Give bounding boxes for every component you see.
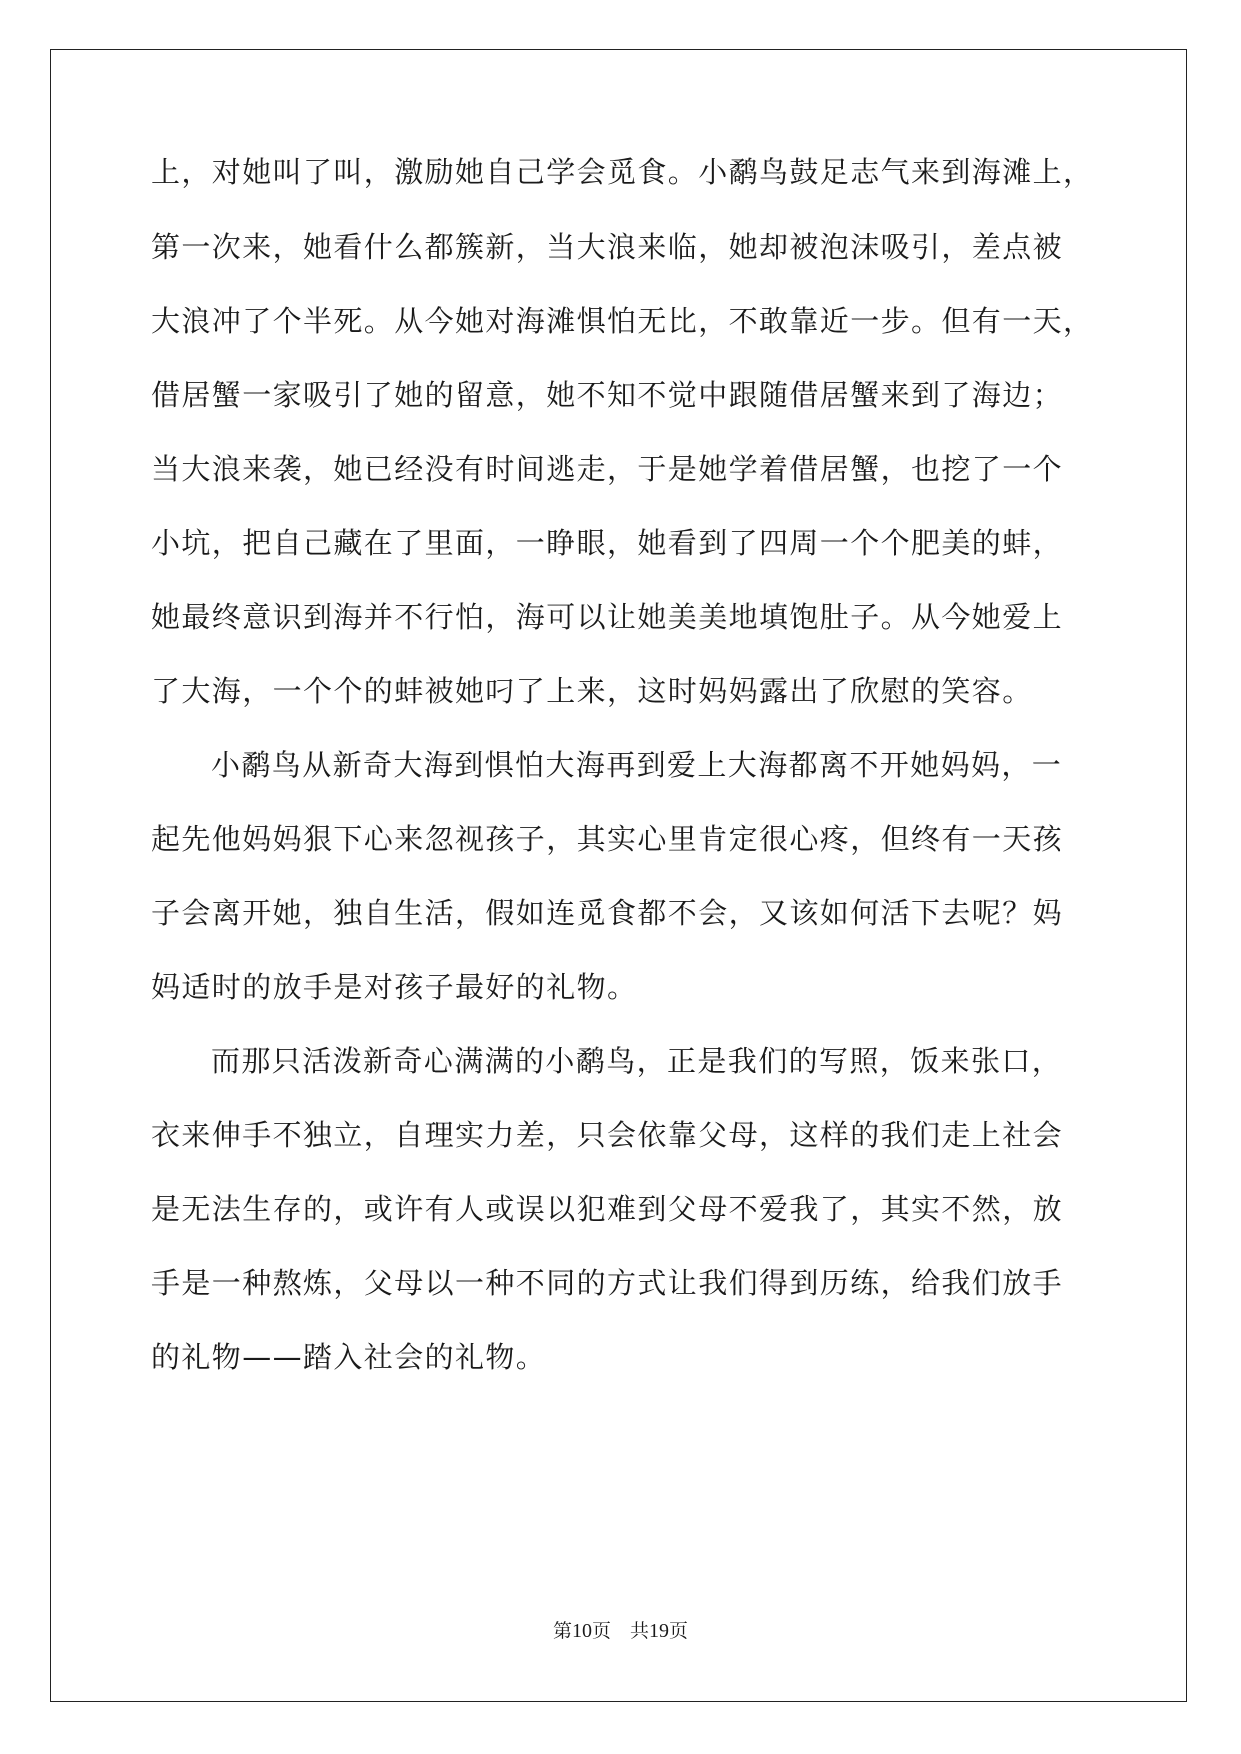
text-line: 了大海，一个个的蚌被她叼了上来，这时妈妈露出了欣慰的笑容。 (151, 674, 1033, 708)
paragraph-start-line: 而那只活泼新奇心满满的小鹬鸟，正是我们的写照，饭来张口， (211, 1044, 1063, 1078)
page-suffix: 页 (669, 1620, 689, 1642)
text-line: 第一次来，她看什么都簇新，当大浪来临，她却被泡沫吸引，差点被 (151, 230, 1064, 264)
text-line: 妈适时的放手是对孩子最好的礼物。 (151, 970, 638, 1004)
total-page-number: 19 (649, 1620, 669, 1642)
text-line: 借居蟹一家吸引了她的留意，她不知不觉中跟随借居蟹来到了海边； (151, 378, 1064, 412)
text-line: 当大浪来袭，她已经没有时间逃走，于是她学着借居蟹，也挖了一个 (151, 452, 1064, 486)
text-line: 手是一种熬炼，父母以一种不同的方式让我们得到历练，给我们放手 (151, 1266, 1064, 1300)
text-line: 的礼物——踏入社会的礼物。 (151, 1340, 547, 1374)
current-page-number: 10 (571, 1620, 592, 1642)
text-line: 起先他妈妈狠下心来忽视孩子，其实心里肯定很心疼，但终有一天孩 (151, 822, 1064, 856)
page-border (50, 49, 1187, 1702)
page-mid: 页 共 (591, 1620, 649, 1642)
paragraph-start-line: 小鹬鸟从新奇大海到惧怕大海再到爱上大海都离不开她妈妈，一 (211, 748, 1063, 782)
text-line: 大浪冲了个半死。从今她对海滩惧怕无比，不敢靠近一步。但有一天， (151, 304, 1094, 338)
text-line: 小坑，把自己藏在了里面，一睁眼，她看到了四周一个个肥美的蚌， (151, 526, 1064, 560)
page-prefix: 第 (552, 1620, 572, 1642)
text-line: 上，对她叫了叫，激励她自己学会觅食。小鹬鸟鼓足志气来到海滩上， (151, 155, 1094, 189)
text-line: 是无法生存的，或许有人或误以犯难到父母不爱我了，其实不然，放 (151, 1192, 1064, 1226)
text-line: 她最终意识到海并不行怕，海可以让她美美地填饱肚子。从今她爱上 (151, 600, 1064, 634)
page-footer (0, 1619, 1241, 1643)
text-line: 衣来伸手不独立，自理实力差，只会依靠父母，这样的我们走上社会 (151, 1118, 1064, 1152)
text-line: 子会离开她，独自生活，假如连觅食都不会，又该如何活下去呢？妈 (151, 896, 1064, 930)
